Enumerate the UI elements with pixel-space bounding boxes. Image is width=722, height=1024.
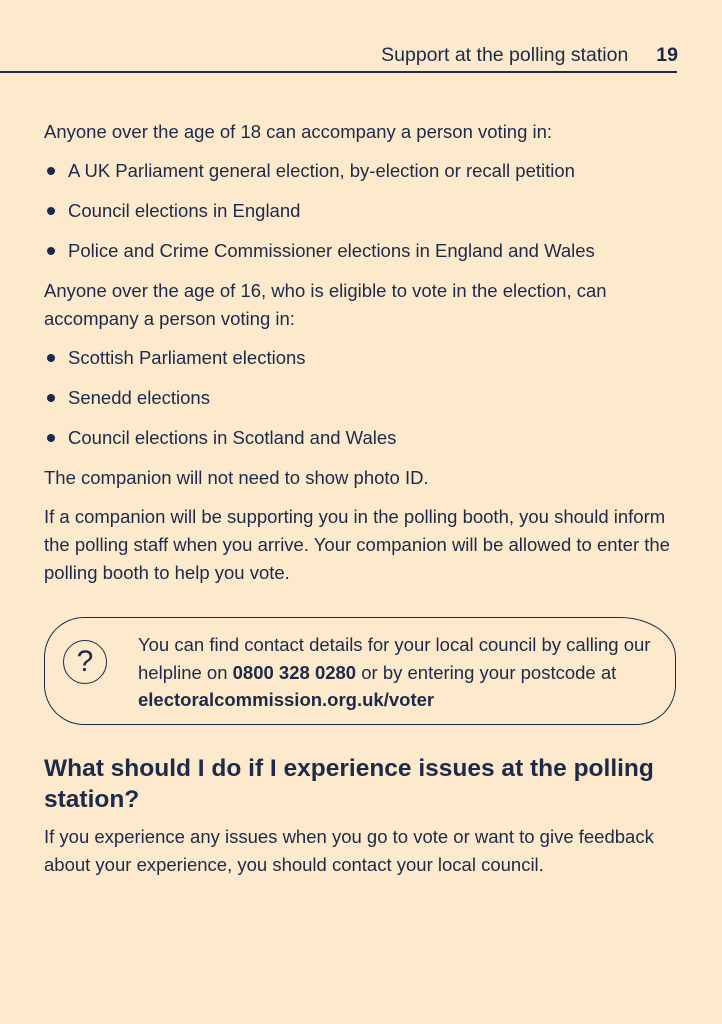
list-item-text: Police and Crime Commissioner elections in England and Wales: [68, 240, 595, 261]
page-number: 19: [656, 44, 678, 66]
helpline-text-intro: You can find contact details for your local council by calling our helpline on: [138, 634, 651, 683]
list-item: [44, 197, 684, 225]
bullet-icon: [47, 207, 55, 215]
voter-url-link[interactable]: electoralcommission.org.uk/voter: [138, 689, 435, 710]
list-over-16: [44, 344, 684, 452]
header-divider: [0, 71, 677, 73]
question-icon: ?: [63, 640, 107, 684]
helpline-info-box: [44, 617, 676, 725]
list-item-text: A UK Parliament general election, by-election or recall petition: [68, 160, 575, 181]
list-item-text: Scottish Parliament elections: [68, 347, 306, 368]
list-item: [44, 157, 684, 185]
bullet-icon: [47, 247, 55, 255]
helpline-text-middle: or by entering your postcode at: [356, 661, 617, 683]
issues-body: If you experience any issues when you go to vote or want to give feedback about your experience, you should contact your local council.: [44, 826, 654, 875]
list-item-text: Council elections in Scotland and Wales: [68, 427, 397, 448]
booth-note: If a companion will be supporting you in the polling booth, you should inform the polling staff when you arrive. Your companion will be allowed to enter the polling booth to help you vote.: [44, 506, 670, 583]
bullet-icon: [47, 167, 55, 175]
intro-over-18: Anyone over the age of 18 can accompany a person voting in:: [44, 121, 553, 142]
bullet-icon: [47, 354, 55, 362]
page-content: [44, 118, 684, 890]
list-over-18: [44, 157, 684, 265]
issues-heading: What should I do if I experience issues at the polling station?: [44, 755, 654, 813]
list-item: [44, 344, 684, 372]
photo-id-note: The companion will not need to show photo ID.: [44, 467, 429, 488]
bullet-icon: [47, 434, 55, 442]
list-item-text: Council elections in England: [68, 200, 301, 221]
list-item: [44, 384, 684, 412]
list-item-text: Senedd elections: [68, 387, 210, 408]
bullet-icon: [47, 394, 55, 402]
helpline-text: [138, 631, 658, 714]
intro-over-16: Anyone over the age of 16, who is eligible to vote in the election, can accompany a person voting in:: [44, 280, 607, 329]
helpline-phone[interactable]: 0800 328 0280: [232, 661, 357, 683]
section-title: Support at the polling station: [381, 44, 629, 66]
list-item: [44, 237, 684, 265]
list-item: [44, 424, 684, 452]
page-header: [381, 44, 678, 70]
